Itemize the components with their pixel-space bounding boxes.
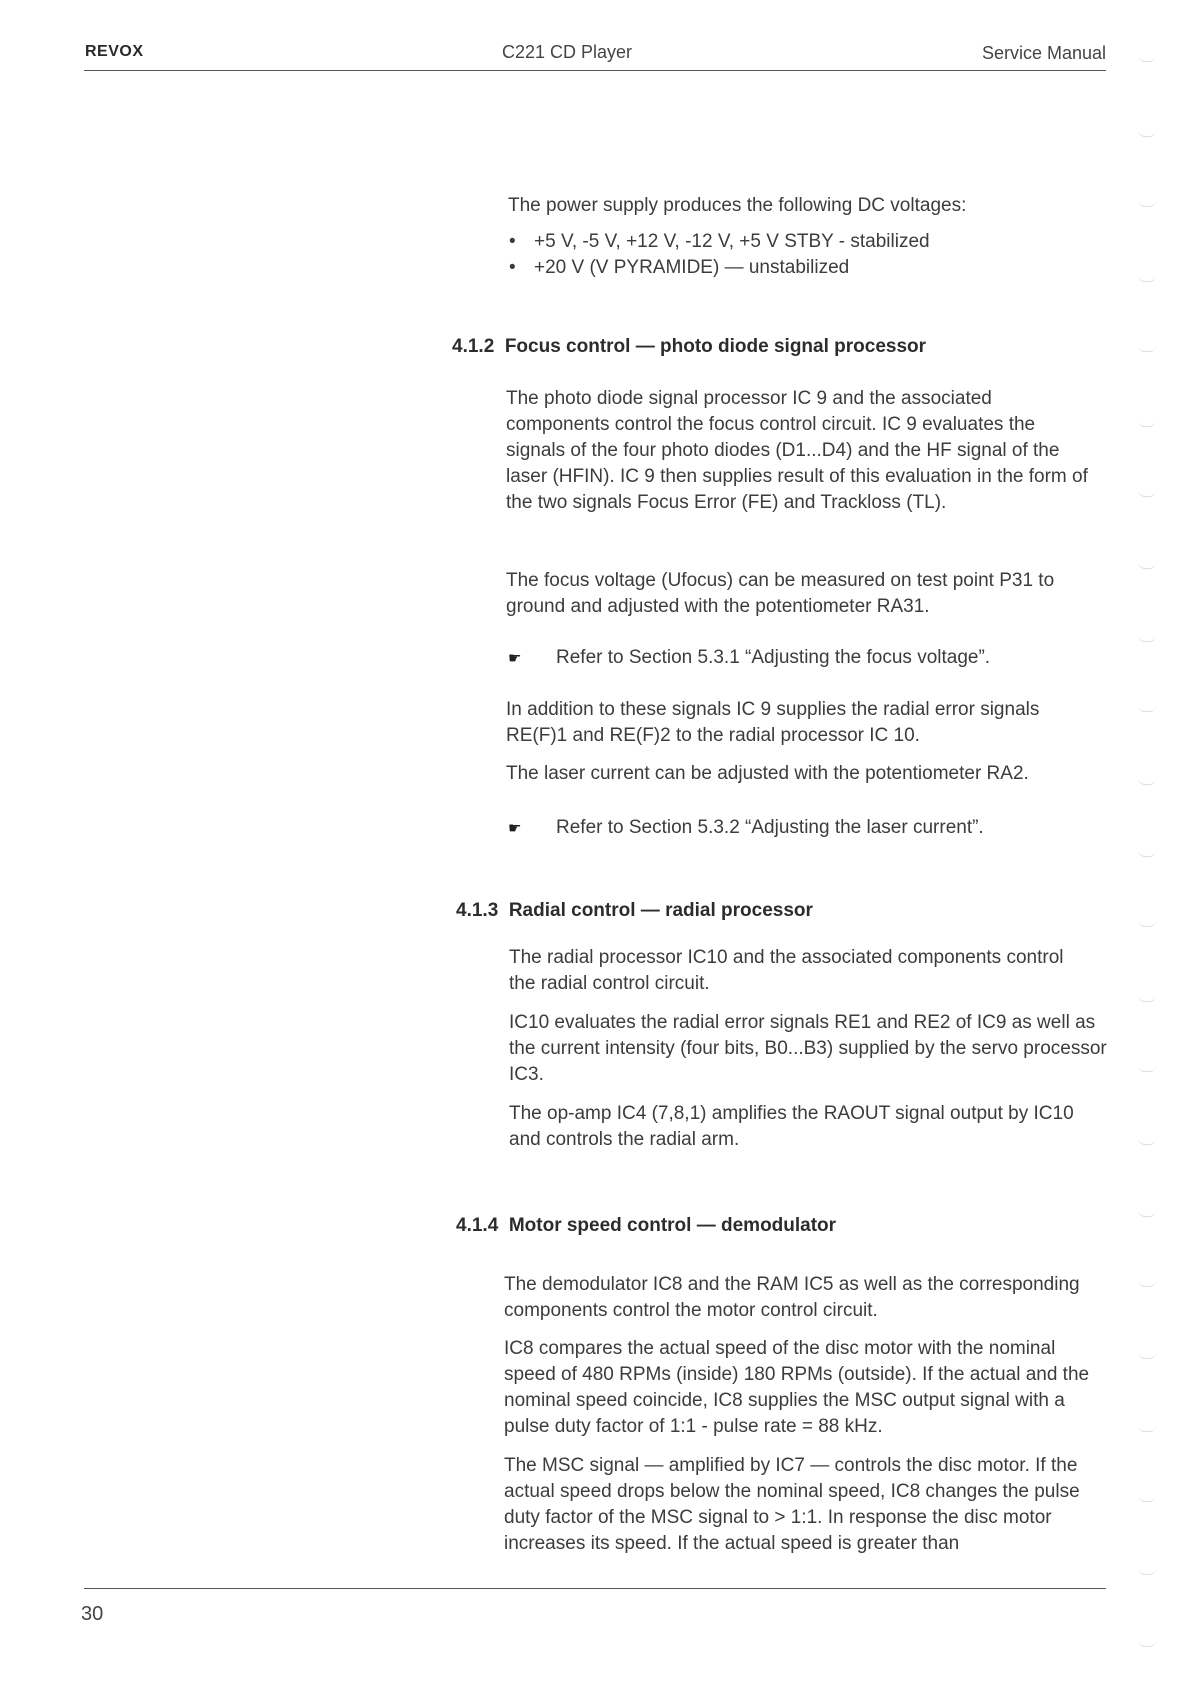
page-number: 30 xyxy=(81,1603,104,1625)
voltage-item: • +20 V (V PYRAMIDE) — unstabilized xyxy=(507,255,930,281)
binder-mark xyxy=(1138,1495,1156,1502)
binder-mark xyxy=(1138,850,1156,857)
binder-mark xyxy=(1138,1425,1156,1432)
paragraph: The photo diode signal processor IC 9 and the associated components control the focus control circuit. IC 9 evaluates the signals of the four photo diodes (D1...D4) and the HF signal of the laser (HFIN). IC 9 then supplies result of this evaluation in the form of the two signals Focus Error (FE) and Trackloss (TL). xyxy=(506,388,1088,513)
section-title: Motor speed control — demodulator xyxy=(508,1215,837,1236)
voltage-list xyxy=(507,229,930,281)
paragraph: IC8 compares the actual speed of the disc motor with the nominal speed of 480 RPMs (inside) 180 RPMs (outside). If the actual and the nominal speed coincide, IC8 supplies the MSC output signal with a pulse duty factor of 1:1 - pulse rate = 88 kHz. xyxy=(504,1338,1090,1437)
paragraph: The focus voltage (Ufocus) can be measured on test point P31 to ground and adjusted with the potentiometer RA31. xyxy=(506,570,1055,617)
binder-mark xyxy=(1138,1640,1156,1647)
section-title: Focus control — photo diode signal processor xyxy=(504,336,927,357)
binder-mark xyxy=(1138,562,1156,569)
binder-mark xyxy=(1138,130,1156,137)
paragraph: The demodulator IC8 and the RAM IC5 as well as the corresponding components control the motor control circuit. xyxy=(504,1274,1080,1321)
binder-mark xyxy=(1138,420,1156,427)
note-reference xyxy=(508,815,1068,842)
manual-type: Service Manual xyxy=(981,43,1106,63)
footer-rule xyxy=(84,1588,1106,1589)
section-4-1-4-heading xyxy=(456,1215,836,1237)
paragraph: In addition to these signals IC 9 supplies the radial error signals RE(F)1 and RE(F)2 to the radial processor IC 10. xyxy=(506,699,1040,746)
section-title: Radial control — radial processor xyxy=(508,900,813,921)
binder-mark xyxy=(1138,345,1156,352)
binder-mark xyxy=(1138,995,1156,1002)
voltage-item: • +5 V, -5 V, +12 V, -12 V, +5 V STBY - stabilized xyxy=(507,229,930,255)
binder-mark xyxy=(1138,1352,1156,1359)
intro-text: The power supply produces the following DC voltages: xyxy=(508,195,967,216)
section-number: 4.1.4 xyxy=(456,1215,499,1236)
paragraph: The op-amp IC4 (7,8,1) amplifies the RAOUT signal output by IC10 and controls the radial arm. xyxy=(509,1103,1074,1150)
binder-mark xyxy=(1138,705,1156,712)
binder-mark xyxy=(1138,635,1156,642)
section-4-1-3-heading xyxy=(456,900,813,922)
binder-mark xyxy=(1138,1568,1156,1575)
section-number: 4.1.3 xyxy=(456,900,499,921)
binder-mark xyxy=(1138,920,1156,927)
binder-mark xyxy=(1138,55,1156,62)
binder-mark xyxy=(1138,1210,1156,1217)
paragraph: The MSC signal — amplified by IC7 — controls the disc motor. If the actual speed drops below the nominal speed, IC8 changes the pulse duty factor of the MSC signal to > 1:1. In response the disc motor increases its speed. If the actual speed is greater than xyxy=(504,1455,1080,1554)
note-reference xyxy=(508,645,1068,672)
pointing-hand-icon: ☛ xyxy=(508,650,522,667)
binder-mark xyxy=(1138,200,1156,207)
section-number: 4.1.2 xyxy=(452,336,495,357)
header-rule xyxy=(84,70,1106,71)
binder-mark xyxy=(1138,1280,1156,1287)
binder-mark xyxy=(1138,1065,1156,1072)
paragraph: The radial processor IC10 and the associated components control the radial control circuit. xyxy=(509,947,1064,994)
brand-logo: REVOX xyxy=(85,43,144,60)
note-text: Refer to Section 5.3.2 “Adjusting the laser current”. xyxy=(556,817,984,838)
binder-mark xyxy=(1138,490,1156,497)
note-text: Refer to Section 5.3.1 “Adjusting the focus voltage”. xyxy=(556,647,991,668)
document-title: C221 CD Player xyxy=(502,42,633,62)
paragraph: IC10 evaluates the radial error signals RE1 and RE2 of IC9 as well as the current intensity (four bits, B0...B3) supplied by the servo processor IC3. xyxy=(509,1012,1107,1085)
binder-mark xyxy=(1138,275,1156,282)
binder-mark xyxy=(1138,778,1156,785)
section-4-1-2-heading xyxy=(452,336,926,358)
paragraph: The laser current can be adjusted with the potentiometer RA2. xyxy=(506,763,1029,784)
pointing-hand-icon: ☛ xyxy=(508,820,522,837)
binder-mark xyxy=(1138,1138,1156,1145)
